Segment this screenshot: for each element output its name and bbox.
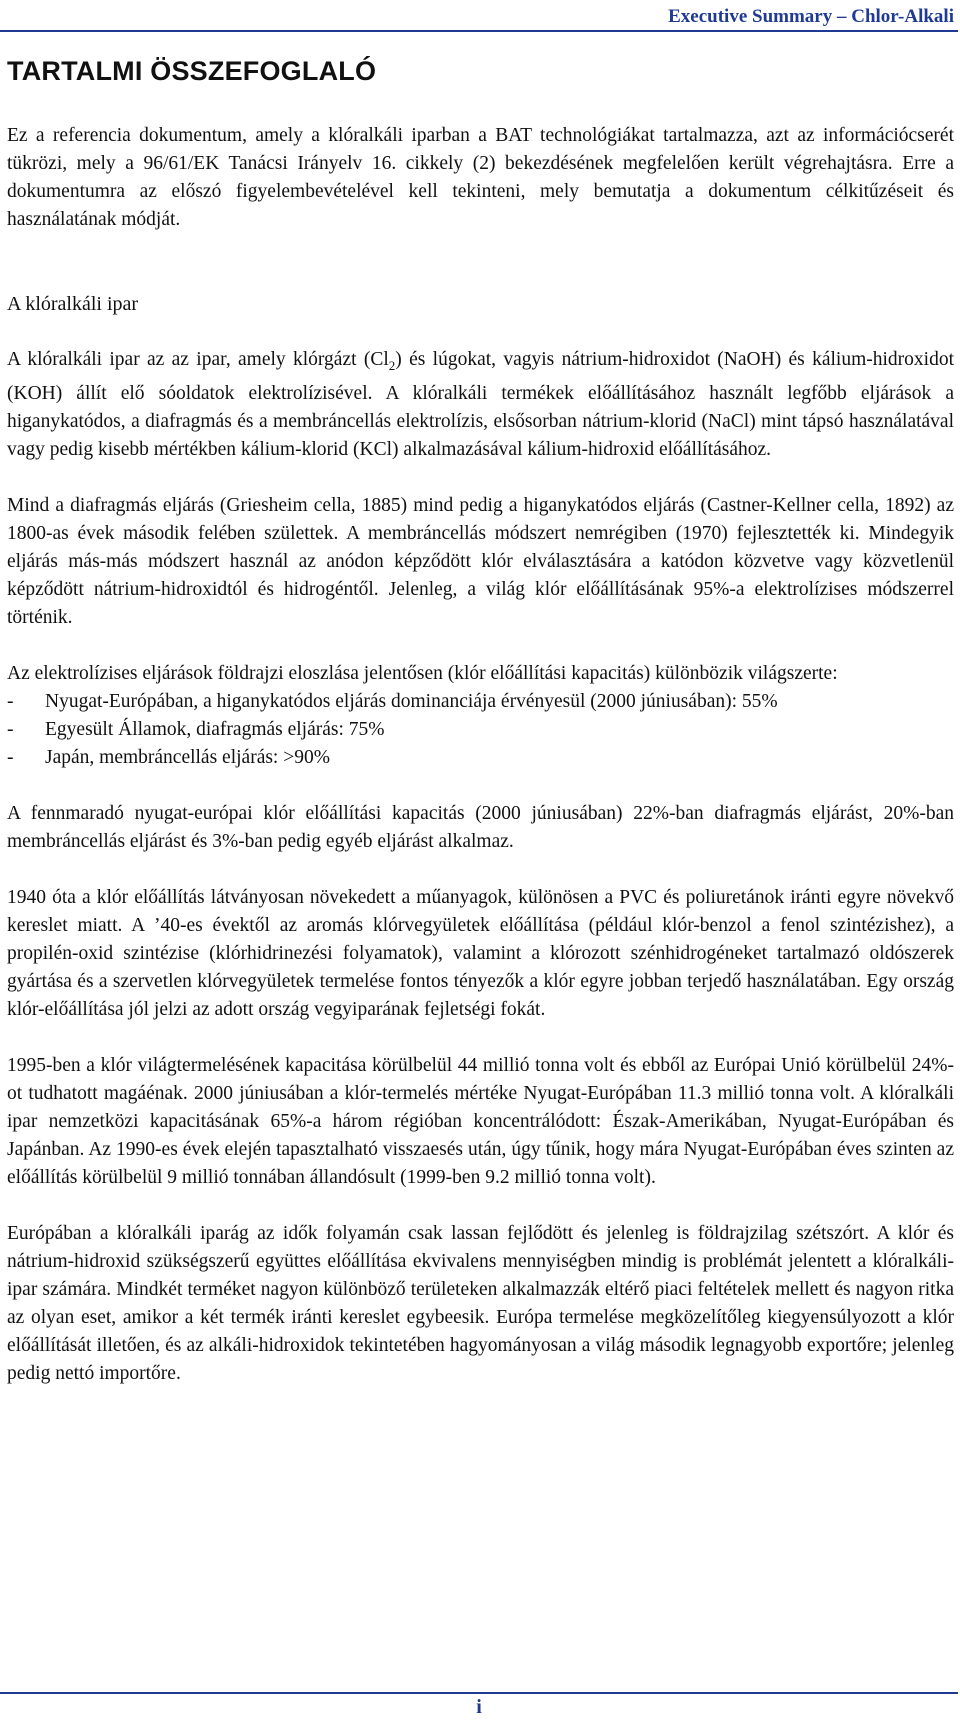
page-header: [0, 4, 958, 32]
list-item: [7, 744, 954, 772]
list-item-text: Egyesült Államok, diafragmás eljárás: 75%: [45, 718, 385, 740]
running-title: Executive Summary – Chlor-Alkali: [668, 6, 954, 27]
list-item: [7, 688, 954, 716]
document-body: [7, 122, 954, 1416]
chlorine-subscript: 2: [388, 357, 396, 373]
list-item-text: Nyugat-Európában, a higanykatódos eljárás dominanciája érvényesül (2000 júniusában): 55%: [45, 690, 778, 712]
paragraph-2: Mind a diafragmás eljárás (Griesheim cella, 1885) mind pedig a higanykatódos eljárás (Castner-Kellner cella, 1892) az 1800-as évek második felében születtek. A membráncellás módszert nemrégiben (1970) fejlesztették ki. Mindegyik eljárás más-más módszert használ az anódon képződött klór elválasztására a katódon közvetve vagy közvetlenül képződött nátrium-hidroxidtól és hidrogéntől. Jelenleg, a világ klór előállításának 95%-a elektrolízises módszerrel történik.: [7, 494, 954, 628]
list-dash: -: [7, 690, 14, 712]
paragraph-4: A fennmaradó nyugat-európai klór előállítási kapacitás (2000 júniusában) 22%-ban diafragmás eljárást, 20%-ban membráncellás eljárást és 3%-ban pedig egyéb eljárást alkalmaz.: [7, 802, 954, 852]
paragraph-1-part-a: A klóralkáli ipar az az ipar, amely klórgázt (Cl: [7, 349, 389, 370]
page-title: TARTALMI ÖSSZEFOGLALÓ: [7, 56, 377, 86]
paragraph-1-part-b: ) és lúgokat, vagyis nátrium-hidroxidot (NaOH) és kálium-hidroxidot (KOH) állít elő sóoldatok elektrolízisével. A klóralkáli termékek előállításához használt legfőbb eljárások a higanykatódos, a diafragmás és a membráncellás elektrolízis, elsősorban nátrium-klorid (NaCl) mint tápsó használatával vagy pedig kisebb mértékben kálium-klorid (KCl) alkalmazásával kálium-hidroxid előállításához.: [7, 349, 954, 460]
paragraph-3: Az elektrolízises eljárások földrajzi eloszlása jelentősen (klór előállítási kapacitás) különbözik világszerte:: [7, 662, 838, 684]
list-dash: -: [7, 746, 14, 768]
list-item-text: Japán, membráncellás eljárás: >90%: [45, 746, 330, 768]
paragraph-7: Európában a klóralkáli iparág az idők folyamán csak lassan fejlődött és jelenleg is földrajzilag szétszórt. A klór és nátrium-hidroxid szükségszerű együttes előállítása ekvivalens mennyiségben mindig is problémát jelentett a klóralkáli-ipar számára. Mindkét terméket nagyon különböző területeken alkalmazzák eltérő piaci feltételek mellett és nagyon ritka az olyan eset, amikor a két termék iránti kereslet egybeesik. Európa termelése megközelítőleg kiegyensúlyozott a klór előállítását illetően, és az alkáli-hidroxidok tekintetében hagyományosan a világ második legnagyobb exportőre; jelenleg pedig nettó importőre.: [7, 1222, 954, 1384]
paragraph-1: [7, 346, 954, 464]
list-item: [7, 716, 954, 744]
section-heading: A klóralkáli ipar: [7, 293, 139, 315]
paragraph-6: 1995-ben a klór világtermelésének kapacitása körülbelül 44 millió tonna volt és ebből az Európai Unió körülbelül 24%-ot tudhatott magáénak. 2000 júniusában a klór-termelés mértéke Nyugat-Európában 11.3 millió tonna volt. A klóralkáli ipar nemzetközi kapacitásának 65%-a három régióban koncentrálódott: Észak-Amerikában, Nyugat-Európában és Japánban. Az 1990-es évek elején tapasztalható visszaesés után, úgy tűnik, hogy mára Nyugat-Európában éves szinten az előállítás körülbelül 9 millió tonnában állandósult (1999-ben 9.2 millió tonna volt).: [7, 1054, 954, 1188]
distribution-list: [7, 688, 954, 772]
page-footer: [0, 1692, 958, 1720]
list-dash: -: [7, 718, 14, 740]
page-number: i: [476, 1696, 482, 1718]
paragraph-5: 1940 óta a klór előállítás látványosan növekedett a műanyagok, különösen a PVC és poliuretánok iránti egyre növekvő kereslet miatt. A ’40-es évektől az aromás klórvegyületek előállítása (például klór-benzol a fenol szintézishez), a propilén-oxid szintézise (klórhidrinezési folyamatok), valamint a klórozott szénhidrogéneket tartalmazó oldószerek gyártása és a szervetlen klórvegyületek termelése fontos tényezők a klór egyre jobban terjedő használatában. Egy ország klór-előállítása jól jelzi az adott ország vegyiparának fejletségi fokát.: [7, 886, 954, 1020]
intro-paragraph: Ez a referencia dokumentum, amely a klóralkáli iparban a BAT technológiákat tartalmazza, azt az információcserét tükrözi, mely a 96/61/EK Tanácsi Irányelv 16. cikkely (2) bekezdésének megfelelően került végrehajtásra. Erre a dokumentumra az előszó figyelembevételével kell tekinteni, mely bemutatja a dokumentum célkitűzéseit és használatának módját.: [7, 125, 954, 230]
